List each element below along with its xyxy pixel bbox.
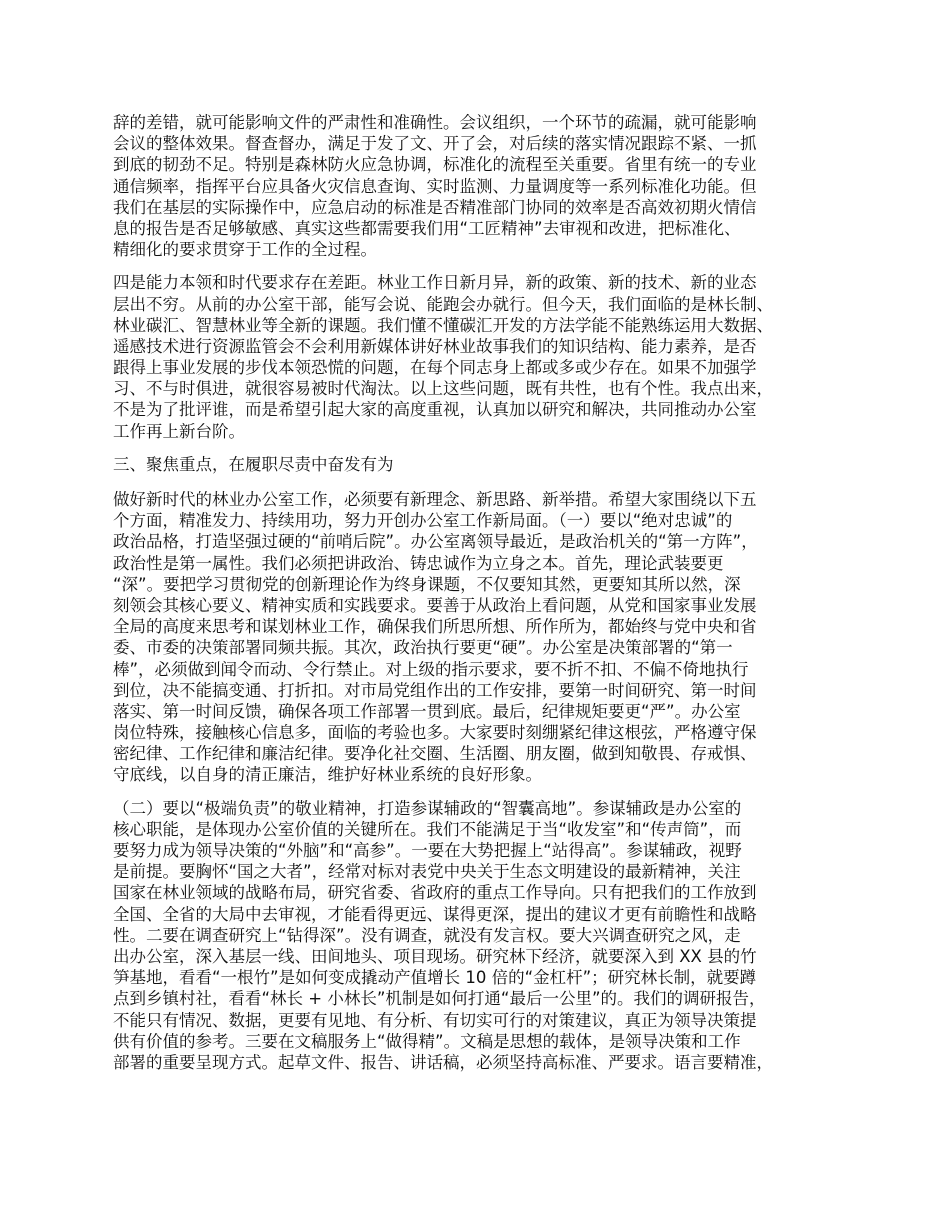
text-line: 精细化的要求贯穿于工作的全过程。 bbox=[113, 240, 377, 260]
text-line: 四是能力本领和时代要求存在差距。林业工作日新月异，新的政策、新的技术、新的业态 bbox=[113, 273, 757, 293]
text-line: 委、市委的决策部署同频共振。其次，政治执行要更“硬”。办公室是决策部署的“第一 bbox=[113, 638, 733, 658]
body-paragraph bbox=[113, 489, 858, 786]
text-line: 个方面，精准发力、持续用功，努力开创办公室工作新局面。（一）要以“绝对忠诚”的 bbox=[113, 511, 733, 531]
text-line: 政治性是第一属性。我们必须把讲政治、铸忠诚作为立身之本。首先，理论武装要更 bbox=[113, 553, 724, 573]
text-line: 通信频率，指挥平台应具备火灾信息查询、实时监测、力量调度等一系列标准化功能。但 bbox=[113, 176, 757, 196]
body-paragraph bbox=[113, 272, 858, 442]
text-line: 出办公室，深入基层一线、田间地头、项目现场。研究林下经济，就要深入到 XX 县的竹 bbox=[113, 946, 757, 966]
text-line: 性。二要在调查研究上“钻得深”。没有调查，就没有发言权。要大兴调查研究之风，走 bbox=[113, 925, 741, 945]
text-line: 跟得上事业发展的步伐本领恐慌的问题，在每个同志身上都或多或少存在。如果不加强学 bbox=[113, 358, 757, 378]
text-line: 全局的高度来思考和谋划林业工作，确保我们所思所想、所作所为，都始终与党中央和省 bbox=[113, 617, 757, 637]
text-line: 棒”，必须做到闻令而动、令行禁止。对上级的指示要求，要不折不扣、不偏不倚地执行 bbox=[113, 659, 749, 679]
text-line: 供有价值的参考。三要在文稿服务上“做得精”。文稿是思想的载体，是领导决策和工作 bbox=[113, 1031, 741, 1051]
text-line: 刻领会其核心要义、精神实质和实践要求。要善于从政治上看问题，从党和国家事业发展 bbox=[113, 595, 757, 615]
text-line: 国家在林业领域的战略布局，研究省委、省政府的重点工作导向。只有把我们的工作放到 bbox=[113, 883, 757, 903]
section-heading bbox=[113, 454, 858, 475]
text-line: 笋基地，看看“一根竹”是如何变成撬动产值增长 10 倍的“金杠杆”；研究林长制，就要蹲 bbox=[113, 968, 757, 988]
text-line: 做好新时代的林业办公室工作，必须要有新理念、新思路、新举措。希望大家围绕以下五 bbox=[113, 490, 757, 509]
text-line: 全国、全省的大局中去审视，才能看得更远、谋得更深，提出的建议才更有前瞻性和战略 bbox=[113, 904, 757, 924]
text-line: 我们在基层的实际操作中，应急启动的标准是否精准部门协同的效率是否高效初期火情信 bbox=[113, 197, 757, 217]
text-line: 息的报告是否足够敏感、真实这些都需要我们用“工匠精神”去审视和改进，把标准化、 bbox=[113, 218, 741, 238]
text-line: 习、不与时俱进，就很容易被时代淘汰。以上这些问题，既有共性，也有个性。我点出来， bbox=[113, 379, 773, 399]
body-paragraph bbox=[113, 112, 858, 260]
text-line: 核心职能，是体现办公室价值的关键所在。我们不能满足于当“收发室”和“传声筒”，而 bbox=[113, 819, 742, 839]
text-line: 点到乡镇村社，看看“林长 + 小林长”机制是如何打通“最后一公里”的。我们的调研报告， bbox=[113, 989, 766, 1009]
text-line: 密纪律、工作纪律和廉洁纪律。要净化社交圈、生活圈、朋友圈，做到知敬畏、存戒惧、 bbox=[113, 744, 757, 764]
text-line: 会议的整体效果。督查督办，满足于发了文、开了会，对后续的落实情况跟踪不紧、一抓 bbox=[113, 134, 757, 154]
text-line: 要努力成为领导决策的“外脑”和“高参”。一要在大势把握上“站得高”。参谋辅政，视野 bbox=[113, 841, 742, 860]
text-line: 三、聚焦重点，在履职尽责中奋发有为 bbox=[113, 454, 394, 474]
text-line: 守底线，以自身的清正廉洁，维护好林业系统的良好形象。 bbox=[113, 765, 542, 785]
text-line: 到位，决不能搞变通、打折扣。对市局党组作出的工作安排，要第一时间研究、第一时间 bbox=[113, 680, 757, 700]
text-line: 落实、第一时间反馈，确保各项工作部署一贯到底。最后，纪律规矩要更“严”。办公室 bbox=[113, 701, 741, 721]
text-line: 林业碳汇、智慧林业等全新的课题。我们懂不懂碳汇开发的方法学能不能熟练运用大数据、 bbox=[113, 315, 773, 335]
document-page bbox=[113, 112, 858, 1085]
text-line: 政治品格，打造坚强过硬的“前哨后院”。办公室离领导最近，是政治机关的“第一方阵”， bbox=[113, 532, 758, 552]
text-line: 不能只有情况、数据，更要有见地、有分析、有切实可行的对策建议，真正为领导决策提 bbox=[113, 1010, 757, 1030]
text-line: 辞的差错，就可能影响文件的严肃性和准确性。会议组织，一个环节的疏漏，就可能影响 bbox=[113, 113, 757, 132]
text-line: 层出不穷。从前的办公室干部，能写会说、能跑会办就行。但今天，我们面临的是林长制、 bbox=[113, 294, 773, 314]
text-line: 是前提。要胸怀“国之大者”，经常对标对表党中央关于生态文明建设的最新精神，关注 bbox=[113, 862, 741, 882]
text-line: （二）要以“极端负责”的敬业精神，打造参谋辅政的“智囊高地”。参谋辅政是办公室的 bbox=[113, 798, 742, 818]
text-line: 不是为了批评谁，而是希望引起大家的高度重视，认真加以研究和解决，共同推动办公室 bbox=[113, 400, 757, 420]
text-line: “深”。要把学习贯彻党的创新理论作为终身课题，不仅要知其然，更要知其所以然，深 bbox=[113, 574, 741, 594]
text-line: 工作再上新台阶。 bbox=[113, 421, 245, 441]
body-paragraph bbox=[113, 798, 858, 1073]
text-line: 部署的重要呈现方式。起草文件、报告、讲话稿，必须坚持高标准、严要求。语言要精准， bbox=[113, 1052, 773, 1072]
text-line: 遥感技术进行资源监管会不会利用新媒体讲好林业故事我们的知识结构、能力素养，是否 bbox=[113, 336, 757, 356]
text-line: 到底的韧劲不足。特别是森林防火应急协调，标准化的流程至关重要。省里有统一的专业 bbox=[113, 155, 757, 175]
text-line: 岗位特殊，接触核心信息多，面临的考验也多。大家要时刻绷紧纪律这根弦，严格遵守保 bbox=[113, 723, 757, 743]
